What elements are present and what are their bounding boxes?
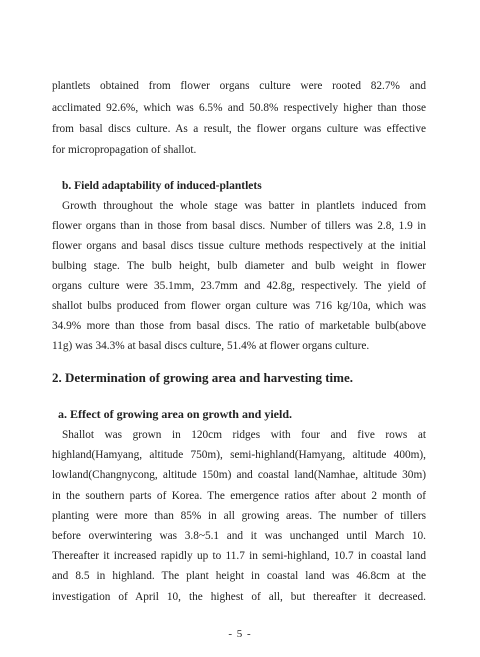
text-line: plantlets obtained from flower organs culture were rooted 82.7% and (52, 80, 426, 92)
text-line: shallot bulbs produced from flower organ culture was 716 kg/10a, which was (52, 300, 426, 312)
text-line: Growth throughout the whole stage was batter in plantlets induced from (62, 200, 426, 212)
text-line: highland(Hamyang, altitude 750m), semi-highland(Hamyang, altitude 400m), (52, 449, 426, 461)
text-line: Thereafter it increased rapidly up to 11.7 in semi-highland, 10.7 in coastal land (52, 550, 426, 562)
text-line: organs culture were 35.1mm, 23.7mm and 42.8g, respectively. The yield of (52, 280, 426, 292)
text-line: acclimated 92.6%, which was 6.5% and 50.8% respectively higher than those (52, 102, 426, 114)
text-line: and 8.5 in highland. The plant height in coastal land was 46.8cm at the (52, 570, 426, 582)
text-line: planting were more than 85% in all growing areas. The number of tillers (52, 510, 426, 522)
text-line: flower organs and basal discs tissue culture methods respectively at the initial (52, 240, 426, 252)
text-line: flower organs than in those from basal discs. Number of tillers was 2.8, 1.9 in (52, 220, 426, 232)
section-a-heading: a. Effect of growing area on growth and yield. (58, 407, 292, 421)
text-line: 34.9% more than those from basal discs. The ratio of marketable bulb(above (52, 320, 426, 332)
text-line: before overwintering was 3.8~5.1 and it was unchanged until March 10. (52, 530, 426, 542)
text-line: for micropropagation of shallot. (52, 144, 197, 156)
text-line: bulbing stage. The bulb height, bulb diameter and bulb weight in flower (52, 260, 426, 272)
text-line: investigation of April 10, the highest of all, but thereafter it decreased. (52, 591, 426, 603)
text-line: Shallot was grown in 120cm ridges with four and five rows at (62, 429, 426, 441)
section-b-heading: b. Field adaptability of induced-plantlets (62, 180, 262, 192)
section-2-heading: 2. Determination of growing area and harvesting time. (52, 370, 354, 385)
text-line: in the southern parts of Korea. The emergence ratios after about 2 month of (52, 490, 426, 502)
text-line: from basal discs culture. As a result, the flower organs culture was effective (52, 123, 426, 135)
text-line: 11g) was 34.3% at basal discs culture, 51.4% at flower organs culture. (52, 340, 370, 352)
text-line: lowland(Changnycong, altitude 150m) and coastal land(Namhae, altitude 30m) (52, 469, 426, 481)
page-number: - 5 - (228, 628, 252, 640)
